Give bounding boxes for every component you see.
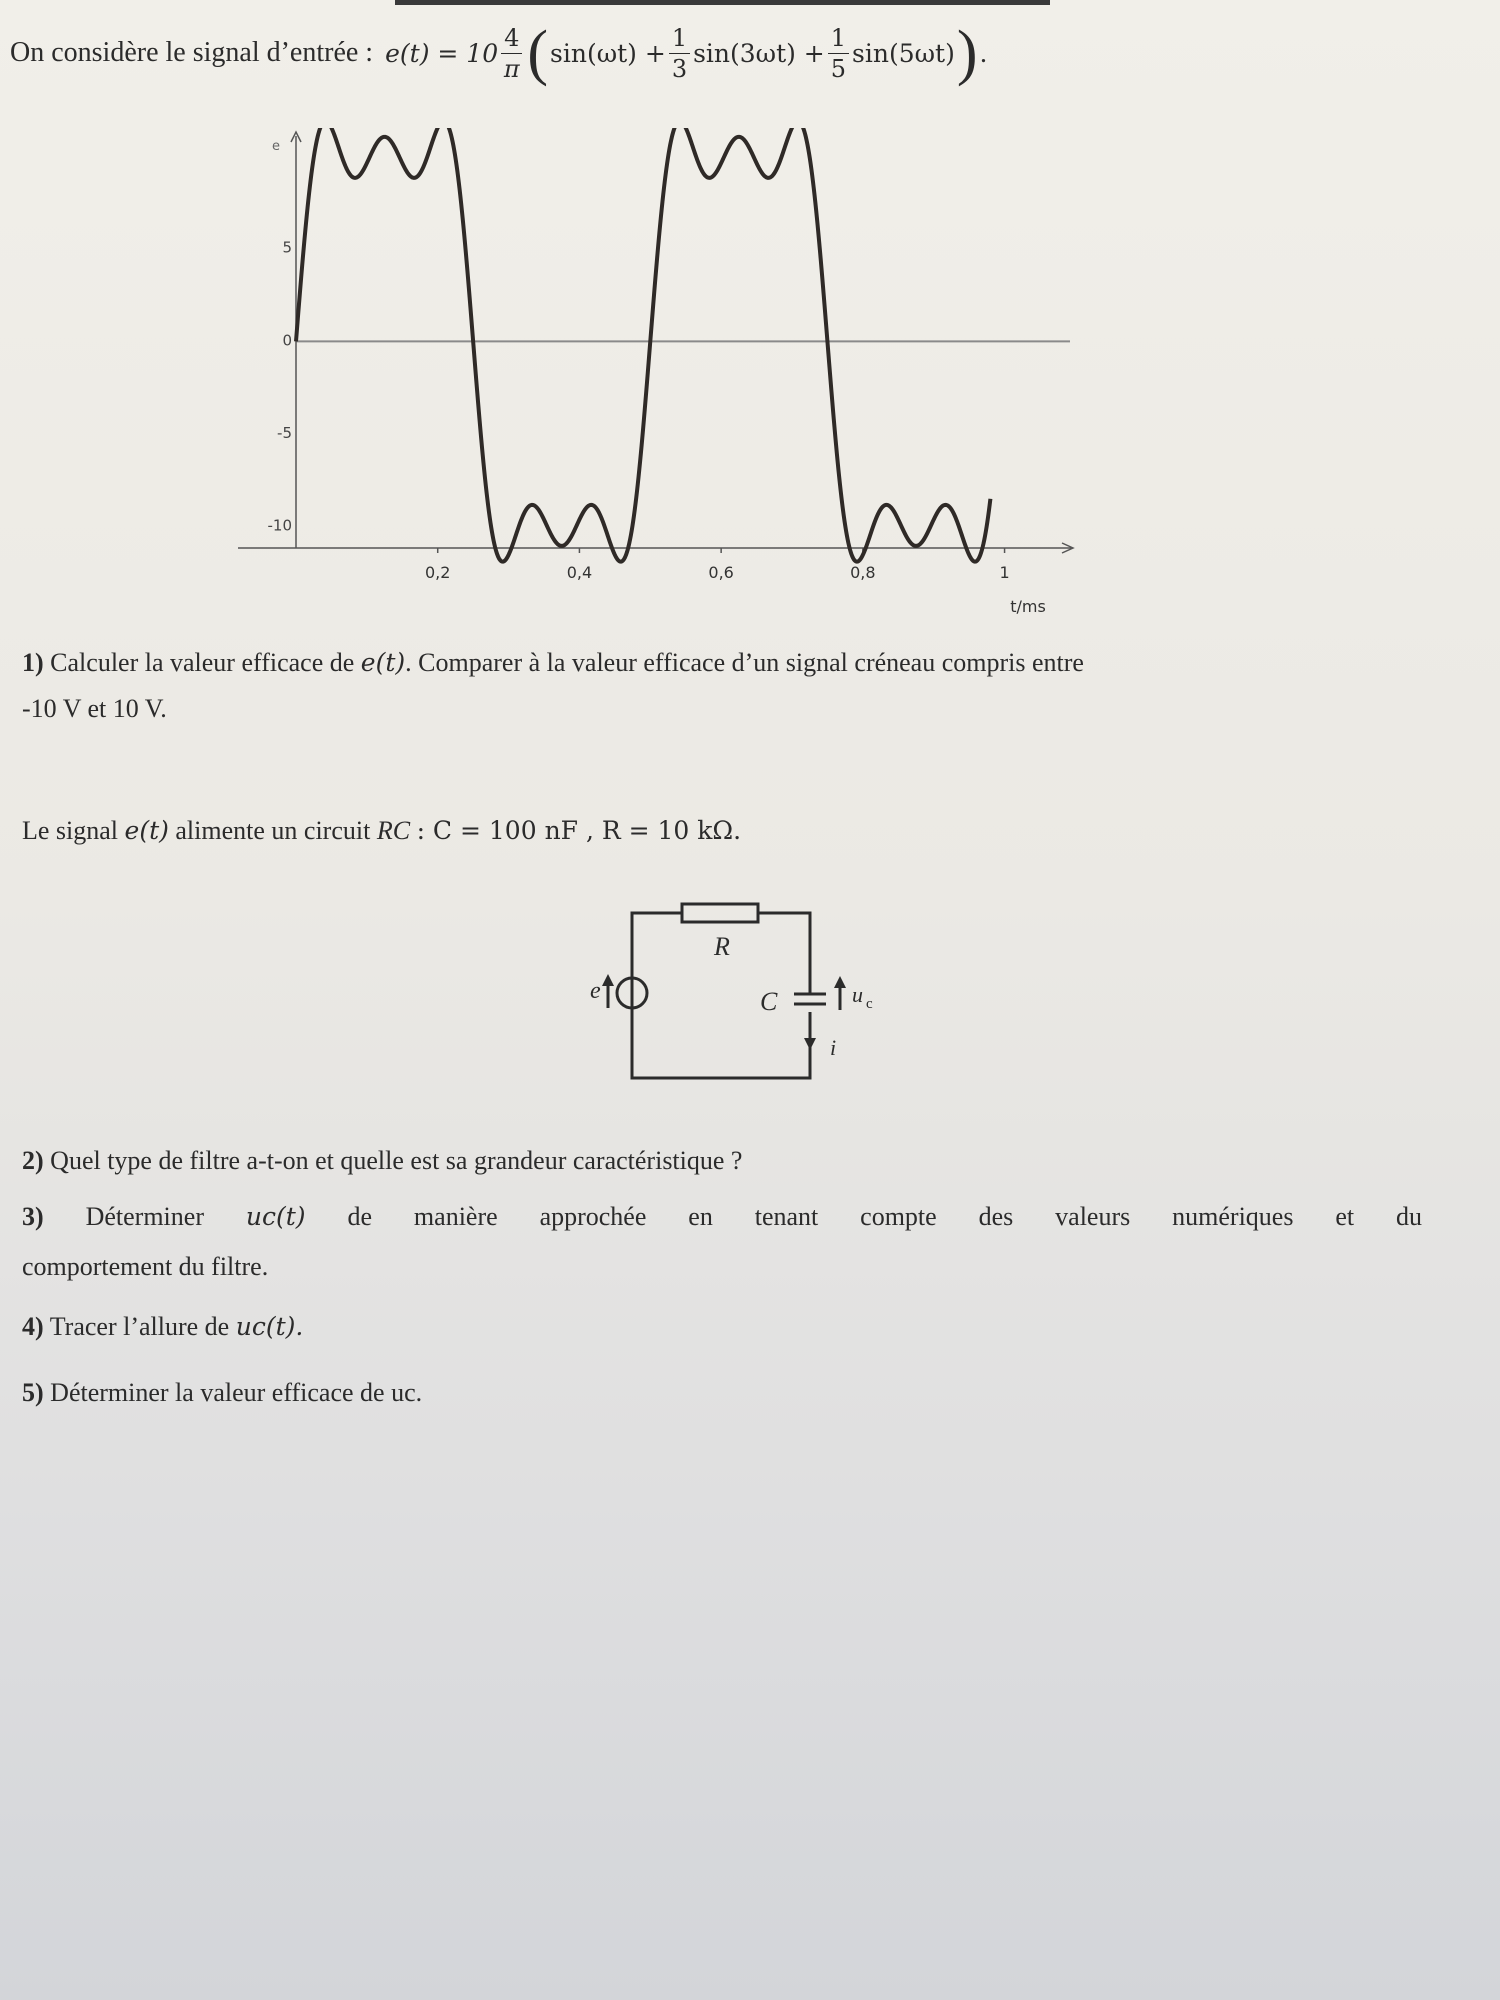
y-tick-label: -10 xyxy=(267,516,292,535)
y-tick-label: 0 xyxy=(282,331,292,350)
question-1 xyxy=(22,640,1084,686)
chart-ticks xyxy=(268,139,1046,616)
question-text: . Comparer à la valeur efficace d’un signal créneau compris entre xyxy=(405,648,1084,677)
question-text: -10 V et 10 V. xyxy=(22,694,167,723)
fraction-denominator: 3 xyxy=(671,54,688,83)
question-text: de manière approchée en tenant compte des valeurs numériques et du xyxy=(347,1202,1423,1231)
open-paren: ( xyxy=(527,19,549,87)
question-5 xyxy=(22,1370,422,1416)
question-text: Calculer la valeur efficace de xyxy=(50,648,355,677)
x-tick-label: 1 xyxy=(999,563,1010,582)
signal-chart xyxy=(220,128,1100,618)
fraction-numerator: 1 xyxy=(828,26,849,54)
question-text: Tracer l’allure de xyxy=(49,1312,230,1341)
question-number: 5) xyxy=(22,1378,44,1407)
current-arrowhead-icon xyxy=(804,1038,816,1050)
label-u: u xyxy=(852,982,863,1007)
formula-lhs: e(t) = 10 xyxy=(385,38,499,68)
resistor xyxy=(682,904,758,922)
label-i: i xyxy=(830,1035,837,1060)
y-tick-label: -5 xyxy=(277,424,292,443)
label-e: e xyxy=(590,978,601,1004)
x-axis-label: t/ms xyxy=(1010,597,1046,616)
math-uc-t: uc(t) xyxy=(245,1202,306,1231)
term-sin-wt: sin(ωt) + xyxy=(550,38,666,68)
math-e-t: e(t) xyxy=(360,648,406,677)
fraction-denominator: π xyxy=(503,54,520,83)
x-tick-label: 0,8 xyxy=(850,563,876,582)
fraction-numerator: 4 xyxy=(501,26,522,54)
wire-right-top xyxy=(758,913,810,994)
top-rule xyxy=(395,0,1050,5)
rc-circuit-diagram xyxy=(560,890,920,1090)
wire-left-top xyxy=(632,913,682,978)
x-tick-label: 0,2 xyxy=(424,563,451,582)
label-C: C xyxy=(760,987,778,1016)
chart-axes xyxy=(238,132,1073,553)
question-3 xyxy=(22,1194,1422,1240)
term-sin-3wt: sin(3ωt) + xyxy=(693,38,825,68)
rc-text: Le signal xyxy=(22,816,119,845)
fraction-4-over-pi xyxy=(501,23,522,83)
rc-values: : C = 100 nF , R = 10 kΩ. xyxy=(416,816,742,845)
question-text: Quel type de filtre a-t-on et quelle est sa grandeur caractéristique ? xyxy=(50,1146,743,1175)
formula-end: . xyxy=(979,38,988,68)
question-number: 4) xyxy=(22,1312,44,1341)
question-number: 2) xyxy=(22,1146,44,1175)
y-axis-label: e xyxy=(272,139,280,154)
question-text: comportement du filtre. xyxy=(22,1252,269,1281)
label-c-subscript: c xyxy=(866,996,873,1012)
y-tick-label: 5 xyxy=(282,238,292,257)
rc-statement xyxy=(22,808,741,854)
e-arrowhead-icon xyxy=(602,974,614,986)
fraction-one-third xyxy=(669,23,690,83)
close-paren: ) xyxy=(956,19,978,87)
rc-label: RC xyxy=(376,816,411,845)
rc-text: alimente un circuit xyxy=(175,816,371,845)
x-tick-label: 0,6 xyxy=(708,563,734,582)
math-e-t: e(t) xyxy=(124,816,169,845)
question-text: Déterminer xyxy=(85,1202,204,1231)
uc-arrowhead-icon xyxy=(834,976,846,988)
math-uc-t: uc(t). xyxy=(235,1312,304,1341)
fraction-denominator: 5 xyxy=(830,54,847,83)
intro-text: On considère le signal d’entrée : xyxy=(10,37,374,68)
question-text: Déterminer la valeur efficace de uc. xyxy=(50,1378,423,1407)
question-3-continued xyxy=(22,1244,268,1290)
wire-bottom xyxy=(632,1008,810,1078)
question-1-continued xyxy=(22,686,167,732)
fraction-numerator: 1 xyxy=(669,26,690,54)
fraction-one-fifth xyxy=(828,23,849,83)
term-sin-5wt: sin(5ωt) xyxy=(852,38,955,68)
question-number: 1) xyxy=(22,648,44,677)
intro-line xyxy=(10,19,988,87)
series-line-e xyxy=(296,128,990,562)
x-tick-label: 0,4 xyxy=(566,563,593,582)
question-number: 3) xyxy=(22,1202,44,1231)
question-2 xyxy=(22,1138,742,1184)
label-R: R xyxy=(714,932,730,961)
question-4 xyxy=(22,1304,303,1350)
